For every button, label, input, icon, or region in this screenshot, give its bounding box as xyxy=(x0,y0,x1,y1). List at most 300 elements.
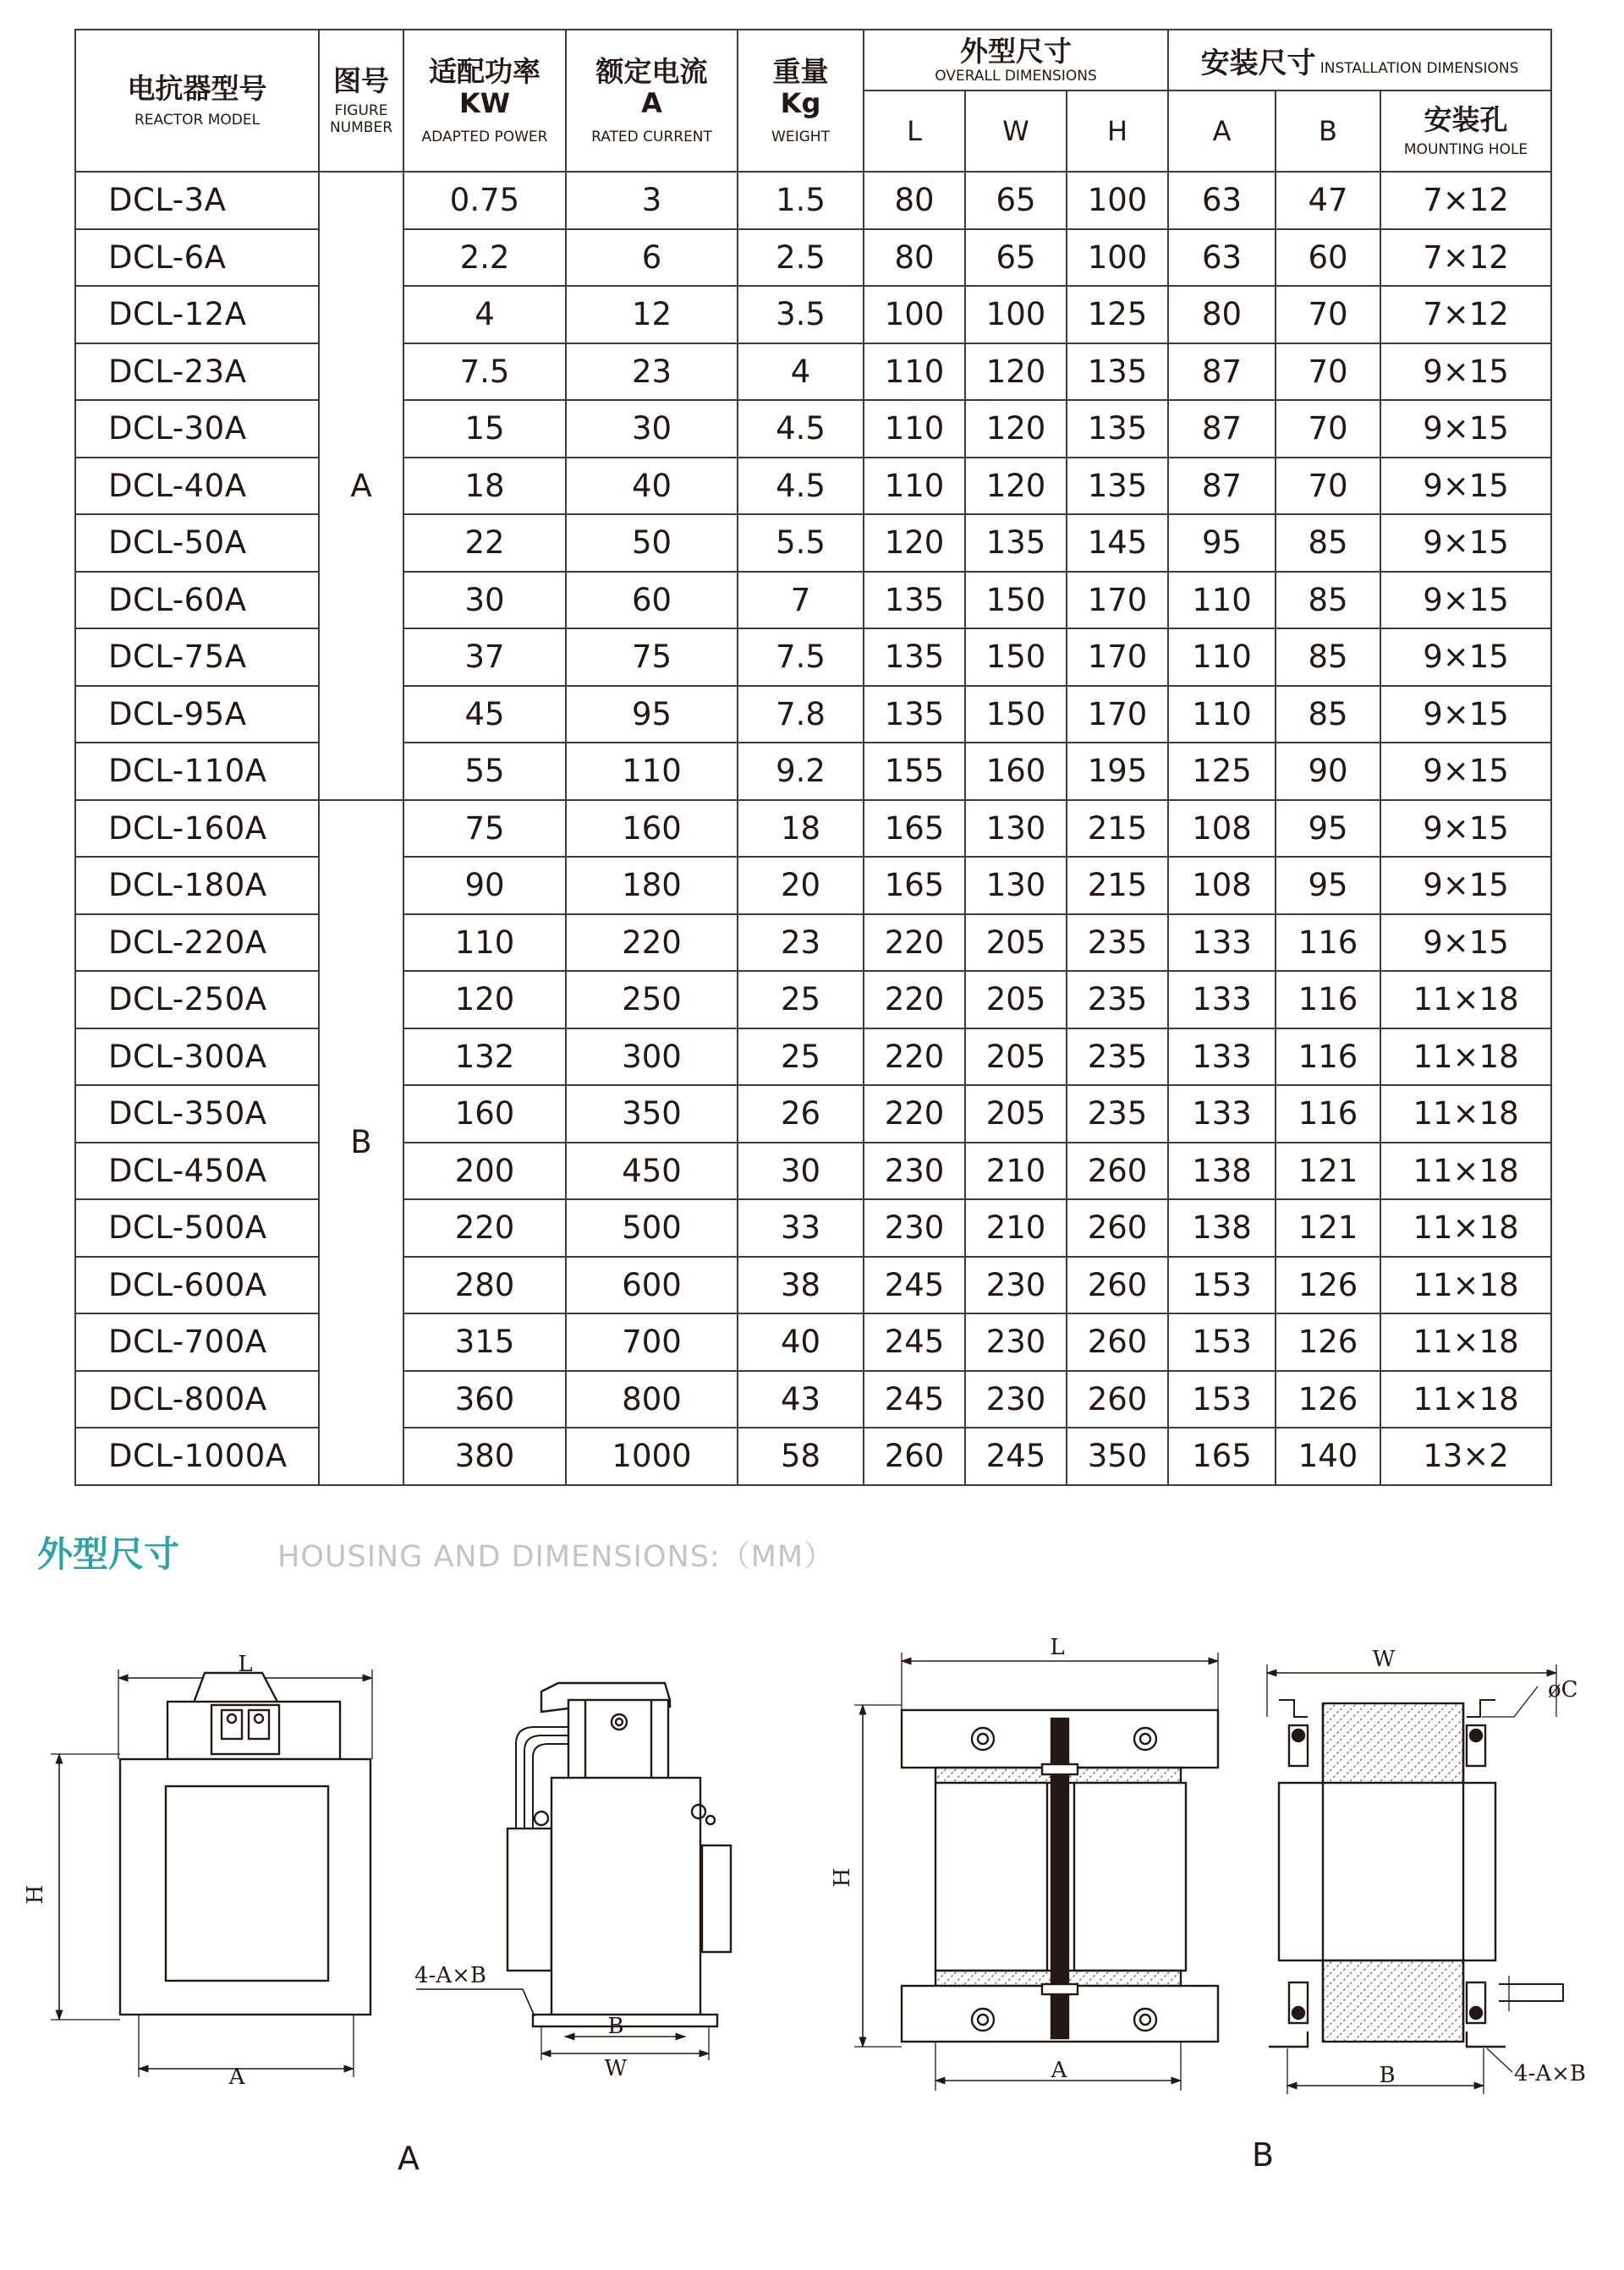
value-cell: 11×18 xyxy=(1380,1371,1551,1428)
value-cell: 63 xyxy=(1168,229,1276,287)
header-weight-unit: Kg xyxy=(780,87,821,119)
model-cell: DCL-3A xyxy=(75,172,319,229)
value-cell: 230 xyxy=(864,1143,965,1200)
value-cell: 70 xyxy=(1276,286,1380,343)
value-cell: 130 xyxy=(965,800,1067,858)
header-col-L: L xyxy=(864,90,965,172)
value-cell: 120 xyxy=(403,971,566,1028)
value-cell: 6 xyxy=(566,229,738,287)
table-row xyxy=(75,1313,1551,1371)
value-cell: 170 xyxy=(1067,628,1168,686)
figure-b-caption: B xyxy=(1252,2136,1275,2174)
value-cell: 26 xyxy=(738,1085,864,1143)
figA-label-W: W xyxy=(604,2056,628,2081)
table-row xyxy=(75,572,1551,629)
value-cell: 40 xyxy=(738,1313,864,1371)
model-cell: DCL-700A xyxy=(75,1313,319,1371)
value-cell: 15 xyxy=(403,400,566,458)
value-cell: 85 xyxy=(1276,572,1380,629)
value-cell: 85 xyxy=(1276,514,1380,572)
table-row xyxy=(75,1428,1551,1485)
value-cell: 37 xyxy=(403,628,566,686)
figure-a-side-view xyxy=(416,1683,731,2060)
value-cell: 100 xyxy=(864,286,965,343)
value-cell: 108 xyxy=(1168,800,1276,858)
value-cell: 350 xyxy=(566,1085,738,1143)
value-cell: 70 xyxy=(1276,343,1380,401)
header-figure xyxy=(319,30,403,172)
value-cell: 260 xyxy=(1067,1199,1168,1257)
value-cell: 4 xyxy=(403,286,566,343)
table-row xyxy=(75,686,1551,743)
value-cell: 12 xyxy=(566,286,738,343)
figA-label-A: A xyxy=(228,2064,245,2090)
model-cell: DCL-800A xyxy=(75,1371,319,1428)
table-row xyxy=(75,914,1551,972)
model-cell: DCL-350A xyxy=(75,1085,319,1143)
dimension-drawings xyxy=(0,1598,1624,2267)
value-cell: 125 xyxy=(1168,743,1276,800)
value-cell: 100 xyxy=(1067,229,1168,287)
header-hole-zh: 安装孔 xyxy=(1424,103,1508,136)
value-cell: 200 xyxy=(403,1143,566,1200)
value-cell: 135 xyxy=(864,572,965,629)
header-power-zh: 适配功率 xyxy=(429,55,540,88)
value-cell: 1.5 xyxy=(738,172,864,229)
value-cell: 215 xyxy=(1067,857,1168,914)
header-hole-en: MOUNTING HOLE xyxy=(1403,141,1528,158)
model-cell: DCL-180A xyxy=(75,857,319,914)
value-cell: 23 xyxy=(566,343,738,401)
value-cell: 500 xyxy=(566,1199,738,1257)
value-cell: 9×15 xyxy=(1380,800,1551,858)
table-body xyxy=(75,172,1551,1485)
value-cell: 9×15 xyxy=(1380,572,1551,629)
value-cell: 95 xyxy=(566,686,738,743)
value-cell: 230 xyxy=(864,1199,965,1257)
value-cell: 260 xyxy=(1067,1313,1168,1371)
model-cell: DCL-250A xyxy=(75,971,319,1028)
value-cell: 120 xyxy=(965,343,1067,401)
value-cell: 160 xyxy=(566,800,738,858)
value-cell: 38 xyxy=(738,1257,864,1314)
table-row xyxy=(75,172,1551,229)
value-cell: 360 xyxy=(403,1371,566,1428)
figure-a-caption: A xyxy=(398,2140,420,2177)
figB-label-W: W xyxy=(1372,1647,1396,1672)
value-cell: 4.5 xyxy=(738,458,864,515)
value-cell: 33 xyxy=(738,1199,864,1257)
value-cell: 126 xyxy=(1276,1257,1380,1314)
value-cell: 116 xyxy=(1276,1085,1380,1143)
figB-label-L: L xyxy=(1050,1635,1065,1660)
value-cell: 165 xyxy=(1168,1428,1276,1485)
model-cell: DCL-160A xyxy=(75,800,319,858)
value-cell: 108 xyxy=(1168,857,1276,914)
value-cell: 121 xyxy=(1276,1143,1380,1200)
table-row xyxy=(75,1257,1551,1314)
value-cell: 25 xyxy=(738,1028,864,1086)
model-cell: DCL-40A xyxy=(75,458,319,515)
value-cell: 138 xyxy=(1168,1199,1276,1257)
value-cell: 315 xyxy=(403,1313,566,1371)
value-cell: 135 xyxy=(864,686,965,743)
value-cell: 126 xyxy=(1276,1371,1380,1428)
value-cell: 160 xyxy=(403,1085,566,1143)
value-cell: 160 xyxy=(965,743,1067,800)
header-col-B: B xyxy=(1276,90,1380,172)
value-cell: 280 xyxy=(403,1257,566,1314)
model-cell: DCL-75A xyxy=(75,628,319,686)
model-cell: DCL-23A xyxy=(75,343,319,401)
value-cell: 700 xyxy=(566,1313,738,1371)
model-cell: DCL-300A xyxy=(75,1028,319,1086)
figA-label-H: H xyxy=(23,1884,48,1905)
value-cell: 9×15 xyxy=(1380,514,1551,572)
value-cell: 450 xyxy=(566,1143,738,1200)
value-cell: 215 xyxy=(1067,800,1168,858)
value-cell: 40 xyxy=(566,458,738,515)
value-cell: 90 xyxy=(1276,743,1380,800)
table-row xyxy=(75,1085,1551,1143)
header-figure-en2: NUMBER xyxy=(329,119,393,136)
model-cell: DCL-30A xyxy=(75,400,319,458)
value-cell: 80 xyxy=(864,172,965,229)
value-cell: 55 xyxy=(403,743,566,800)
value-cell: 235 xyxy=(1067,1085,1168,1143)
figure-a-front-view xyxy=(51,1670,372,2077)
value-cell: 60 xyxy=(1276,229,1380,287)
value-cell: 18 xyxy=(738,800,864,858)
value-cell: 9×15 xyxy=(1380,743,1551,800)
model-cell: DCL-500A xyxy=(75,1199,319,1257)
value-cell: 87 xyxy=(1168,343,1276,401)
value-cell: 4 xyxy=(738,343,864,401)
model-cell: DCL-60A xyxy=(75,572,319,629)
figB-label-B: B xyxy=(1379,2063,1396,2088)
value-cell: 220 xyxy=(864,1028,965,1086)
value-cell: 205 xyxy=(965,1028,1067,1086)
value-cell: 4.5 xyxy=(738,400,864,458)
value-cell: 230 xyxy=(965,1257,1067,1314)
figB-label-diam: øC xyxy=(1548,1677,1578,1702)
value-cell: 133 xyxy=(1168,1028,1276,1086)
value-cell: 220 xyxy=(864,914,965,972)
value-cell: 7 xyxy=(738,572,864,629)
table-row xyxy=(75,1028,1551,1086)
value-cell: 220 xyxy=(864,1085,965,1143)
value-cell: 45 xyxy=(403,686,566,743)
value-cell: 7×12 xyxy=(1380,172,1551,229)
table-row xyxy=(75,971,1551,1028)
figB-label-A: A xyxy=(1051,2058,1067,2083)
value-cell: 153 xyxy=(1168,1313,1276,1371)
value-cell: 120 xyxy=(965,400,1067,458)
value-cell: 47 xyxy=(1276,172,1380,229)
table-row xyxy=(75,1143,1551,1200)
header-power-unit: KW xyxy=(458,87,511,119)
value-cell: 13×2 xyxy=(1380,1428,1551,1485)
table-row xyxy=(75,800,1551,858)
header-install xyxy=(1168,30,1551,90)
value-cell: 133 xyxy=(1168,1085,1276,1143)
value-cell: 87 xyxy=(1168,458,1276,515)
value-cell: 230 xyxy=(965,1371,1067,1428)
value-cell: 1000 xyxy=(566,1428,738,1485)
value-cell: 9×15 xyxy=(1380,400,1551,458)
value-cell: 9×15 xyxy=(1380,458,1551,515)
value-cell: 153 xyxy=(1168,1371,1276,1428)
value-cell: 11×18 xyxy=(1380,1257,1551,1314)
value-cell: 153 xyxy=(1168,1257,1276,1314)
value-cell: 7.5 xyxy=(403,343,566,401)
value-cell: 220 xyxy=(864,971,965,1028)
value-cell: 126 xyxy=(1276,1313,1380,1371)
header-power-en: ADAPTED POWER xyxy=(421,129,548,145)
value-cell: 210 xyxy=(965,1199,1067,1257)
value-cell: 85 xyxy=(1276,628,1380,686)
value-cell: 132 xyxy=(403,1028,566,1086)
value-cell: 7×12 xyxy=(1380,286,1551,343)
value-cell: 135 xyxy=(864,628,965,686)
value-cell: 230 xyxy=(965,1313,1067,1371)
value-cell: 18 xyxy=(403,458,566,515)
value-cell: 2.5 xyxy=(738,229,864,287)
header-weight xyxy=(738,30,864,172)
header-model-en: REACTOR MODEL xyxy=(134,112,261,129)
value-cell: 155 xyxy=(864,743,965,800)
value-cell: 205 xyxy=(965,1085,1067,1143)
value-cell: 133 xyxy=(1168,914,1276,972)
model-cell: DCL-12A xyxy=(75,286,319,343)
value-cell: 9×15 xyxy=(1380,628,1551,686)
value-cell: 145 xyxy=(1067,514,1168,572)
value-cell: 220 xyxy=(403,1199,566,1257)
value-cell: 7×12 xyxy=(1380,229,1551,287)
value-cell: 205 xyxy=(965,914,1067,972)
value-cell: 138 xyxy=(1168,1143,1276,1200)
value-cell: 80 xyxy=(864,229,965,287)
value-cell: 50 xyxy=(566,514,738,572)
header-model-zh: 电抗器型号 xyxy=(127,72,267,105)
header-current-zh: 额定电流 xyxy=(595,55,708,88)
value-cell: 70 xyxy=(1276,458,1380,515)
value-cell: 260 xyxy=(864,1428,965,1485)
table-row xyxy=(75,1371,1551,1428)
figure-group-cell: A xyxy=(319,172,403,800)
value-cell: 135 xyxy=(965,514,1067,572)
value-cell: 43 xyxy=(738,1371,864,1428)
value-cell: 210 xyxy=(965,1143,1067,1200)
value-cell: 300 xyxy=(566,1028,738,1086)
table-row xyxy=(75,229,1551,287)
model-cell: DCL-450A xyxy=(75,1143,319,1200)
value-cell: 116 xyxy=(1276,914,1380,972)
value-cell: 95 xyxy=(1276,800,1380,858)
value-cell: 170 xyxy=(1067,686,1168,743)
value-cell: 170 xyxy=(1067,572,1168,629)
value-cell: 9×15 xyxy=(1380,686,1551,743)
value-cell: 245 xyxy=(864,1313,965,1371)
value-cell: 20 xyxy=(738,857,864,914)
value-cell: 205 xyxy=(965,971,1067,1028)
value-cell: 150 xyxy=(965,572,1067,629)
value-cell: 11×18 xyxy=(1380,1028,1551,1086)
header-power xyxy=(403,30,566,172)
value-cell: 110 xyxy=(864,458,965,515)
figure-group-cell: B xyxy=(319,800,403,1485)
value-cell: 235 xyxy=(1067,914,1168,972)
model-cell: DCL-600A xyxy=(75,1257,319,1314)
value-cell: 7.8 xyxy=(738,686,864,743)
table-row xyxy=(75,458,1551,515)
value-cell: 87 xyxy=(1168,400,1276,458)
header-figure-en1: FIGURE xyxy=(334,102,388,119)
value-cell: 220 xyxy=(566,914,738,972)
value-cell: 11×18 xyxy=(1380,971,1551,1028)
value-cell: 0.75 xyxy=(403,172,566,229)
value-cell: 110 xyxy=(864,343,965,401)
figure-b-front-view xyxy=(854,1653,1218,2091)
value-cell: 75 xyxy=(566,628,738,686)
model-cell: DCL-50A xyxy=(75,514,319,572)
value-cell: 116 xyxy=(1276,1028,1380,1086)
value-cell: 150 xyxy=(965,628,1067,686)
value-cell: 110 xyxy=(1168,628,1276,686)
value-cell: 150 xyxy=(965,686,1067,743)
section-title-zh: 外型尺寸 xyxy=(37,1533,180,1575)
header-current xyxy=(566,30,738,172)
value-cell: 63 xyxy=(1168,172,1276,229)
value-cell: 9×15 xyxy=(1380,857,1551,914)
value-cell: 9.2 xyxy=(738,743,864,800)
value-cell: 110 xyxy=(1168,686,1276,743)
value-cell: 235 xyxy=(1067,971,1168,1028)
table-row xyxy=(75,400,1551,458)
value-cell: 100 xyxy=(965,286,1067,343)
figA-label-B: B xyxy=(607,2014,624,2039)
value-cell: 130 xyxy=(965,857,1067,914)
value-cell: 11×18 xyxy=(1380,1143,1551,1200)
value-cell: 25 xyxy=(738,971,864,1028)
header-mounting-hole xyxy=(1380,90,1551,172)
value-cell: 5.5 xyxy=(738,514,864,572)
value-cell: 9×15 xyxy=(1380,343,1551,401)
value-cell: 260 xyxy=(1067,1143,1168,1200)
value-cell: 380 xyxy=(403,1428,566,1485)
value-cell: 600 xyxy=(566,1257,738,1314)
value-cell: 30 xyxy=(738,1143,864,1200)
header-figure-zh: 图号 xyxy=(333,64,389,97)
model-cell: DCL-6A xyxy=(75,229,319,287)
value-cell: 250 xyxy=(566,971,738,1028)
model-cell: DCL-95A xyxy=(75,686,319,743)
value-cell: 260 xyxy=(1067,1371,1168,1428)
header-current-unit: A xyxy=(641,87,662,119)
section-title-en: HOUSING AND DIMENSIONS:（MM） xyxy=(277,1540,835,1574)
value-cell: 110 xyxy=(864,400,965,458)
value-cell: 9×15 xyxy=(1380,914,1551,972)
header-install-zh: 安装尺寸 xyxy=(1200,46,1316,80)
value-cell: 3 xyxy=(566,172,738,229)
value-cell: 22 xyxy=(403,514,566,572)
header-overall-en: OVERALL DIMENSIONS xyxy=(935,68,1097,85)
value-cell: 90 xyxy=(403,857,566,914)
value-cell: 116 xyxy=(1276,971,1380,1028)
value-cell: 135 xyxy=(1067,400,1168,458)
value-cell: 133 xyxy=(1168,971,1276,1028)
value-cell: 70 xyxy=(1276,400,1380,458)
header-col-A: A xyxy=(1168,90,1276,172)
header-current-en: RATED CURRENT xyxy=(591,129,712,145)
value-cell: 11×18 xyxy=(1380,1199,1551,1257)
value-cell: 235 xyxy=(1067,1028,1168,1086)
figA-label-hole: 4-A×B xyxy=(414,1963,486,1988)
value-cell: 165 xyxy=(864,857,965,914)
figB-label-hole: 4-A×B xyxy=(1514,2061,1586,2086)
value-cell: 7.5 xyxy=(738,628,864,686)
table-row xyxy=(75,514,1551,572)
value-cell: 800 xyxy=(566,1371,738,1428)
value-cell: 95 xyxy=(1276,857,1380,914)
model-cell: DCL-220A xyxy=(75,914,319,972)
figA-label-L: L xyxy=(238,1652,253,1677)
value-cell: 125 xyxy=(1067,286,1168,343)
value-cell: 3.5 xyxy=(738,286,864,343)
value-cell: 245 xyxy=(864,1257,965,1314)
value-cell: 110 xyxy=(1168,572,1276,629)
value-cell: 11×18 xyxy=(1380,1313,1551,1371)
header-col-H: H xyxy=(1067,90,1168,172)
spec-table xyxy=(74,29,1552,1486)
value-cell: 245 xyxy=(864,1371,965,1428)
table-row xyxy=(75,743,1551,800)
value-cell: 110 xyxy=(566,743,738,800)
model-cell: DCL-110A xyxy=(75,743,319,800)
table-row xyxy=(75,343,1551,401)
header-weight-zh: 重量 xyxy=(772,55,829,88)
value-cell: 65 xyxy=(965,172,1067,229)
value-cell: 121 xyxy=(1276,1199,1380,1257)
value-cell: 180 xyxy=(566,857,738,914)
value-cell: 140 xyxy=(1276,1428,1380,1485)
drawings-svg xyxy=(0,1598,1624,2267)
value-cell: 195 xyxy=(1067,743,1168,800)
header-overall xyxy=(864,30,1168,90)
value-cell: 95 xyxy=(1168,514,1276,572)
header-install-en: INSTALLATION DIMENSIONS xyxy=(1320,59,1519,77)
value-cell: 245 xyxy=(965,1428,1067,1485)
value-cell: 30 xyxy=(403,572,566,629)
value-cell: 23 xyxy=(738,914,864,972)
table-row xyxy=(75,857,1551,914)
value-cell: 110 xyxy=(403,914,566,972)
value-cell: 165 xyxy=(864,800,965,858)
table-row xyxy=(75,1199,1551,1257)
value-cell: 100 xyxy=(1067,172,1168,229)
value-cell: 135 xyxy=(1067,343,1168,401)
value-cell: 65 xyxy=(965,229,1067,287)
value-cell: 85 xyxy=(1276,686,1380,743)
value-cell: 120 xyxy=(864,514,965,572)
value-cell: 350 xyxy=(1067,1428,1168,1485)
figB-label-H: H xyxy=(830,1867,855,1888)
header-model xyxy=(75,30,319,172)
value-cell: 260 xyxy=(1067,1257,1168,1314)
figure-b-side-view xyxy=(1267,1664,1563,2094)
value-cell: 120 xyxy=(965,458,1067,515)
value-cell: 58 xyxy=(738,1428,864,1485)
